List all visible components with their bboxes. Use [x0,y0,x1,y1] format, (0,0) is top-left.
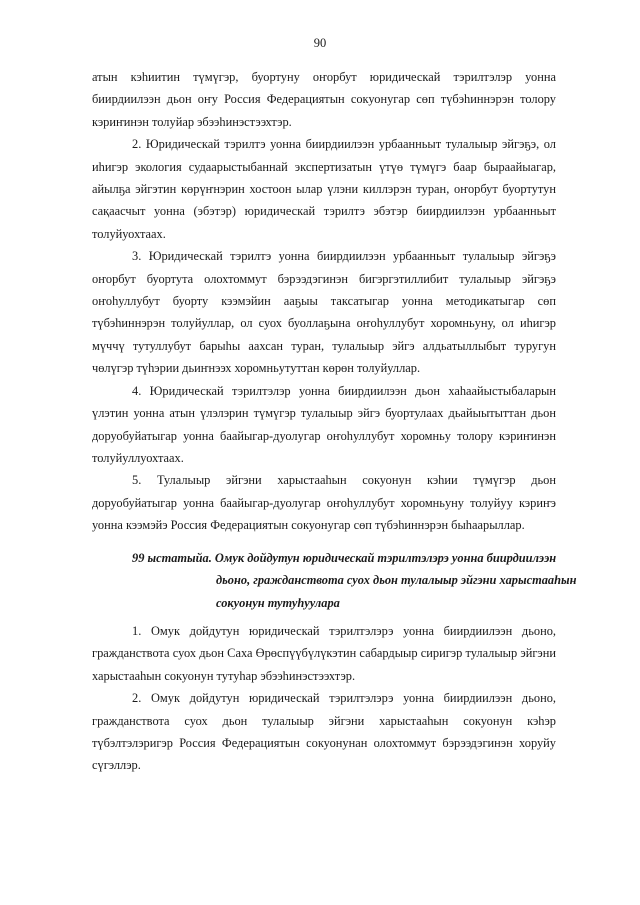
article-body [92,620,556,777]
article-paragraph-1: 1. Омук дойдутун юридическай тэрилтэлэрэ уонна биирдиилээн дьоно, гражданствота суох дьон Саха Өрөспүүбүлүкэтин сабардыыр сиригэр тулалыыр эйгэни харыстааһын сокуонун тутуһар эбээһинэстээхтэр. [92,624,556,683]
article-heading [132,547,577,614]
paragraph-2: 2. Юридическай тэрилтэ уонна биирдиилээн урбаанньыт тулалыыр эйгэҕэ, ол иһигэр экология судаарыстыбаннай экспертизатын үтүө түмүгэ баар быраайыагар, айылҕа эйгэтин көрүҥнэрин хостоон ылар үлэни киллэрэн туран, оҥорбут буортутун сақаасчыт уонна (эбэтэр) юридическай тэрилтэ эбэтэр биирдиилээн урбаанньыт толуйуохтаах. [92,137,556,241]
paragraph-continuation: атын кэһиитин түмүгэр, буортуну оҥорбут юридическай тэрилтэлэр уонна биирдиилээн дьон оҥу Россия Федерациятын сокуонугар сөп түбэһиннэрэн толору кэриҥинэн толуйар эбээһинэстээхтэр. [92,70,556,129]
article-title-line-2: дьоно, гражданствота суох дьон тулалыыр эйгэни харыстааһын [216,573,577,588]
article-paragraph-2: 2. Омук дойдутун юридическай тэрилтэлэрэ уонна биирдиилээн дьоно, гражданствота суох дьон тулалыыр эйгэни харыстааһын сокуонун кэһэр түбэлтэлэригэр Россия Федерациятын сокуонунан олохтоммут бэрээдэгинэн хоруйу сүгэллэр. [92,691,556,773]
paragraph-5: 5. Тулалыыр эйгэни харыстааһын сокуонун кэһии түмүгэр дьон доруобуйатыгар уонна баайыгар-дуолугар оҥоһуллубут хоромньуну толуйуу кэриҥэ уонна кээмэйэ Россия Федерациятын сокуонугар сөп түбэһиннэрэн быһаарыллар. [92,473,556,533]
page-number: 90 [313,36,327,50]
paragraph-4: 4. Юридическай тэрилтэлэр уонна биирдиилээн дьон хаһаайыстыбаларын үлэтин уонна атын үлэлэрин түмүгэр тулалыыр эйгэ буортулаах дьайыытыттан дьон доруобуйатыгар уонна баайыгар-дуолугар оҥоһуллубут хоромньу толору кэриҥинэн толуйуллуохтаах. [92,383,556,465]
article-title-line-3: сокуонун тутуһуулара [216,595,340,610]
paragraph-3: 3. Юридическай тэрилтэ уонна биирдиилээн урбаанньыт тулалыыр эйгэҕэ оҥорбут буортута олохтоммут бэрээдэгинэн бигэргэтиллибит тулалыыр эйгэҕэ оҥоһуллубут буорту кээмэйин ааҕыы таксатыгар уонна методикатыгар сөп түбэһиннэрэн толуйуллар, ол суох буоллаҕына оҥоһуллубут хоромньуну, ол иһигэр мүччү тутуллубут барыһы аахсан туран, тулалыыр эйгэ алдьатыллыбыт туругун чөлүгэр түһэрии дьиҥнээх хоромньутуттан көрөн толуйуллар. [92,249,556,376]
article-title-line-1: 99 ыстатыйа. Омук дойдутун юридическай тэрилтэлэрэ уонна биирдиилээн [132,551,557,565]
body-text [92,66,556,537]
